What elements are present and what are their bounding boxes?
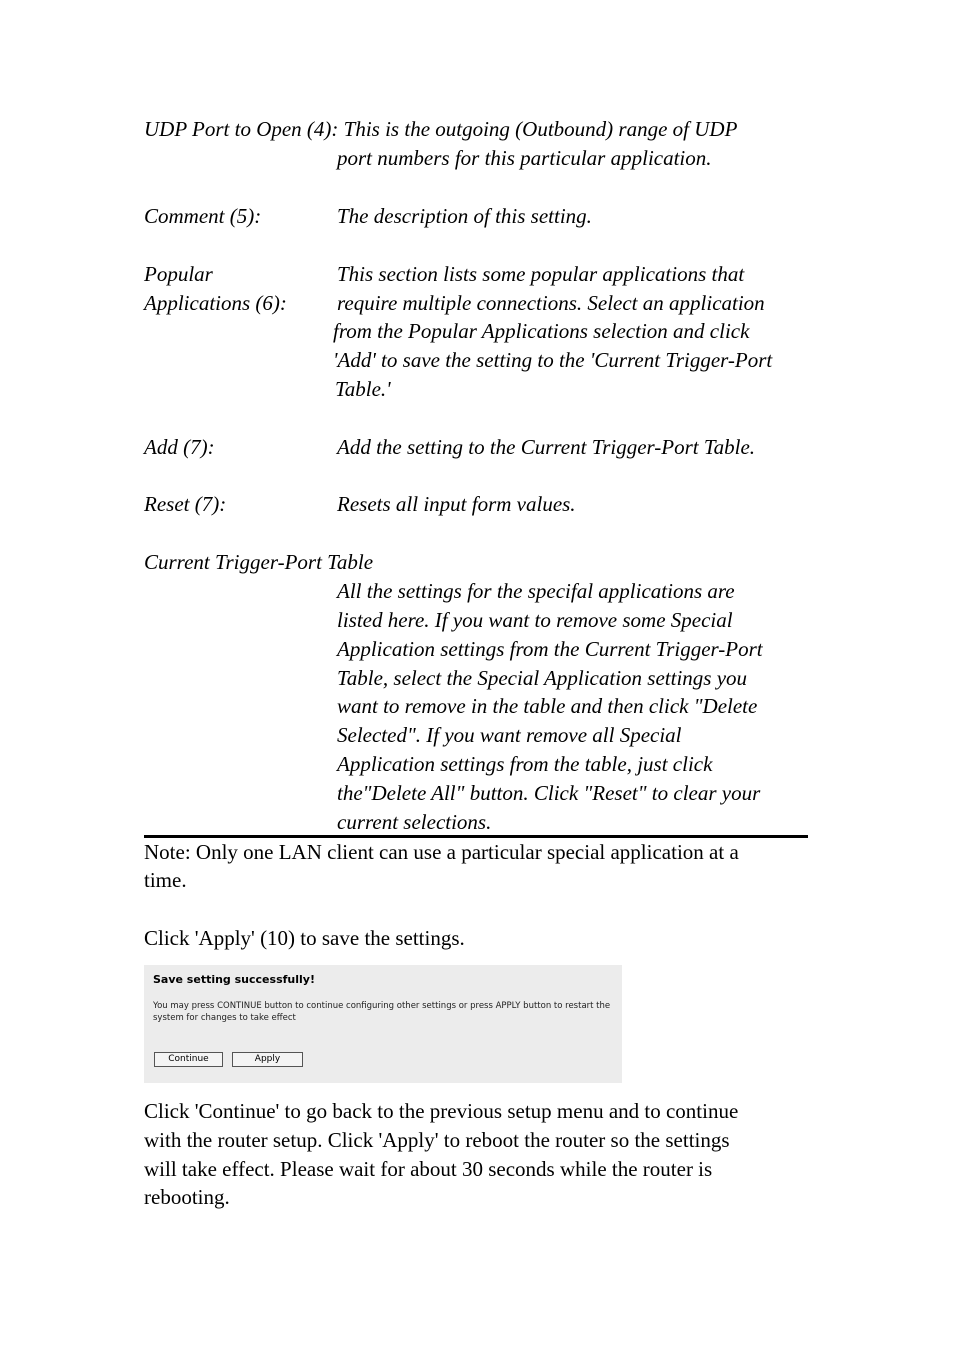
note-line2: time. bbox=[144, 868, 187, 892]
note-line1: Note: Only one LAN client can use a particular special application at a bbox=[144, 840, 739, 864]
closing-line2: with the router setup. Click 'Apply' to reboot the router so the settings bbox=[144, 1128, 730, 1152]
add-term: Add (7): bbox=[144, 435, 215, 459]
comment-term: Comment (5): bbox=[144, 204, 262, 228]
popular-desc-line1: This section lists some popular applications that bbox=[337, 262, 745, 286]
closing-line3: will take effect. Please wait for about 30 seconds while the router is bbox=[144, 1157, 713, 1181]
trigger-table-desc-line: Application settings from the table, just click bbox=[337, 752, 713, 776]
trigger-table-desc-line: listed here. If you want to remove some Special bbox=[337, 608, 733, 632]
trigger-table-desc-line: the"Delete All" button. Click "Reset" to clear your bbox=[337, 781, 761, 805]
udp-port-entry: UDP Port to Open (4): This is the outgoing (Outbound) range of UDP bbox=[144, 117, 738, 141]
trigger-table-desc-line: Table, select the Special Application settings you bbox=[337, 666, 748, 690]
udp-port-desc-cont: port numbers for this particular application. bbox=[337, 146, 712, 170]
reset-desc: Resets all input form values. bbox=[337, 492, 576, 516]
popular-desc-line5: Table.' bbox=[335, 377, 391, 401]
comment-desc: The description of this setting. bbox=[337, 204, 592, 228]
apply-button[interactable]: Apply bbox=[232, 1052, 303, 1067]
trigger-table-desc-line: want to remove in the table and then click "Delete bbox=[337, 694, 758, 718]
trigger-table-desc-line: Selected". If you want remove all Special bbox=[337, 723, 682, 747]
popular-desc-line4: 'Add' to save the setting to the 'Current Trigger-Port bbox=[333, 348, 773, 372]
popular-desc-line2: require multiple connections. Select an application bbox=[337, 291, 765, 315]
add-desc: Add the setting to the Current Trigger-Port Table. bbox=[337, 435, 756, 459]
closing-line1: Click 'Continue' to go back to the previous setup menu and to continue bbox=[144, 1099, 739, 1123]
trigger-table-desc-line: Application settings from the Current Trigger-Port bbox=[337, 637, 763, 661]
continue-button[interactable]: Continue bbox=[154, 1052, 223, 1067]
apply-instruction: Click 'Apply' (10) to save the settings. bbox=[144, 926, 465, 950]
popular-desc-line3: from the Popular Applications selection and click bbox=[333, 319, 750, 343]
save-success-title: Save setting successfully! bbox=[153, 973, 315, 986]
save-success-message: You may press CONTINUE button to continue configuring other settings or press APPLY button to restart the system for changes to take effect bbox=[153, 1001, 611, 1023]
closing-line4: rebooting. bbox=[144, 1185, 230, 1209]
trigger-table-desc-line: current selections. bbox=[337, 810, 492, 834]
popular-term-line2: Applications (6): bbox=[144, 291, 287, 315]
trigger-table-desc-line: All the settings for the specifal applications are bbox=[337, 579, 735, 603]
save-success-screenshot bbox=[144, 965, 622, 1083]
popular-term-line1: Popular bbox=[144, 262, 213, 286]
trigger-table-term: Current Trigger-Port Table bbox=[144, 550, 374, 574]
reset-term: Reset (7): bbox=[144, 492, 227, 516]
